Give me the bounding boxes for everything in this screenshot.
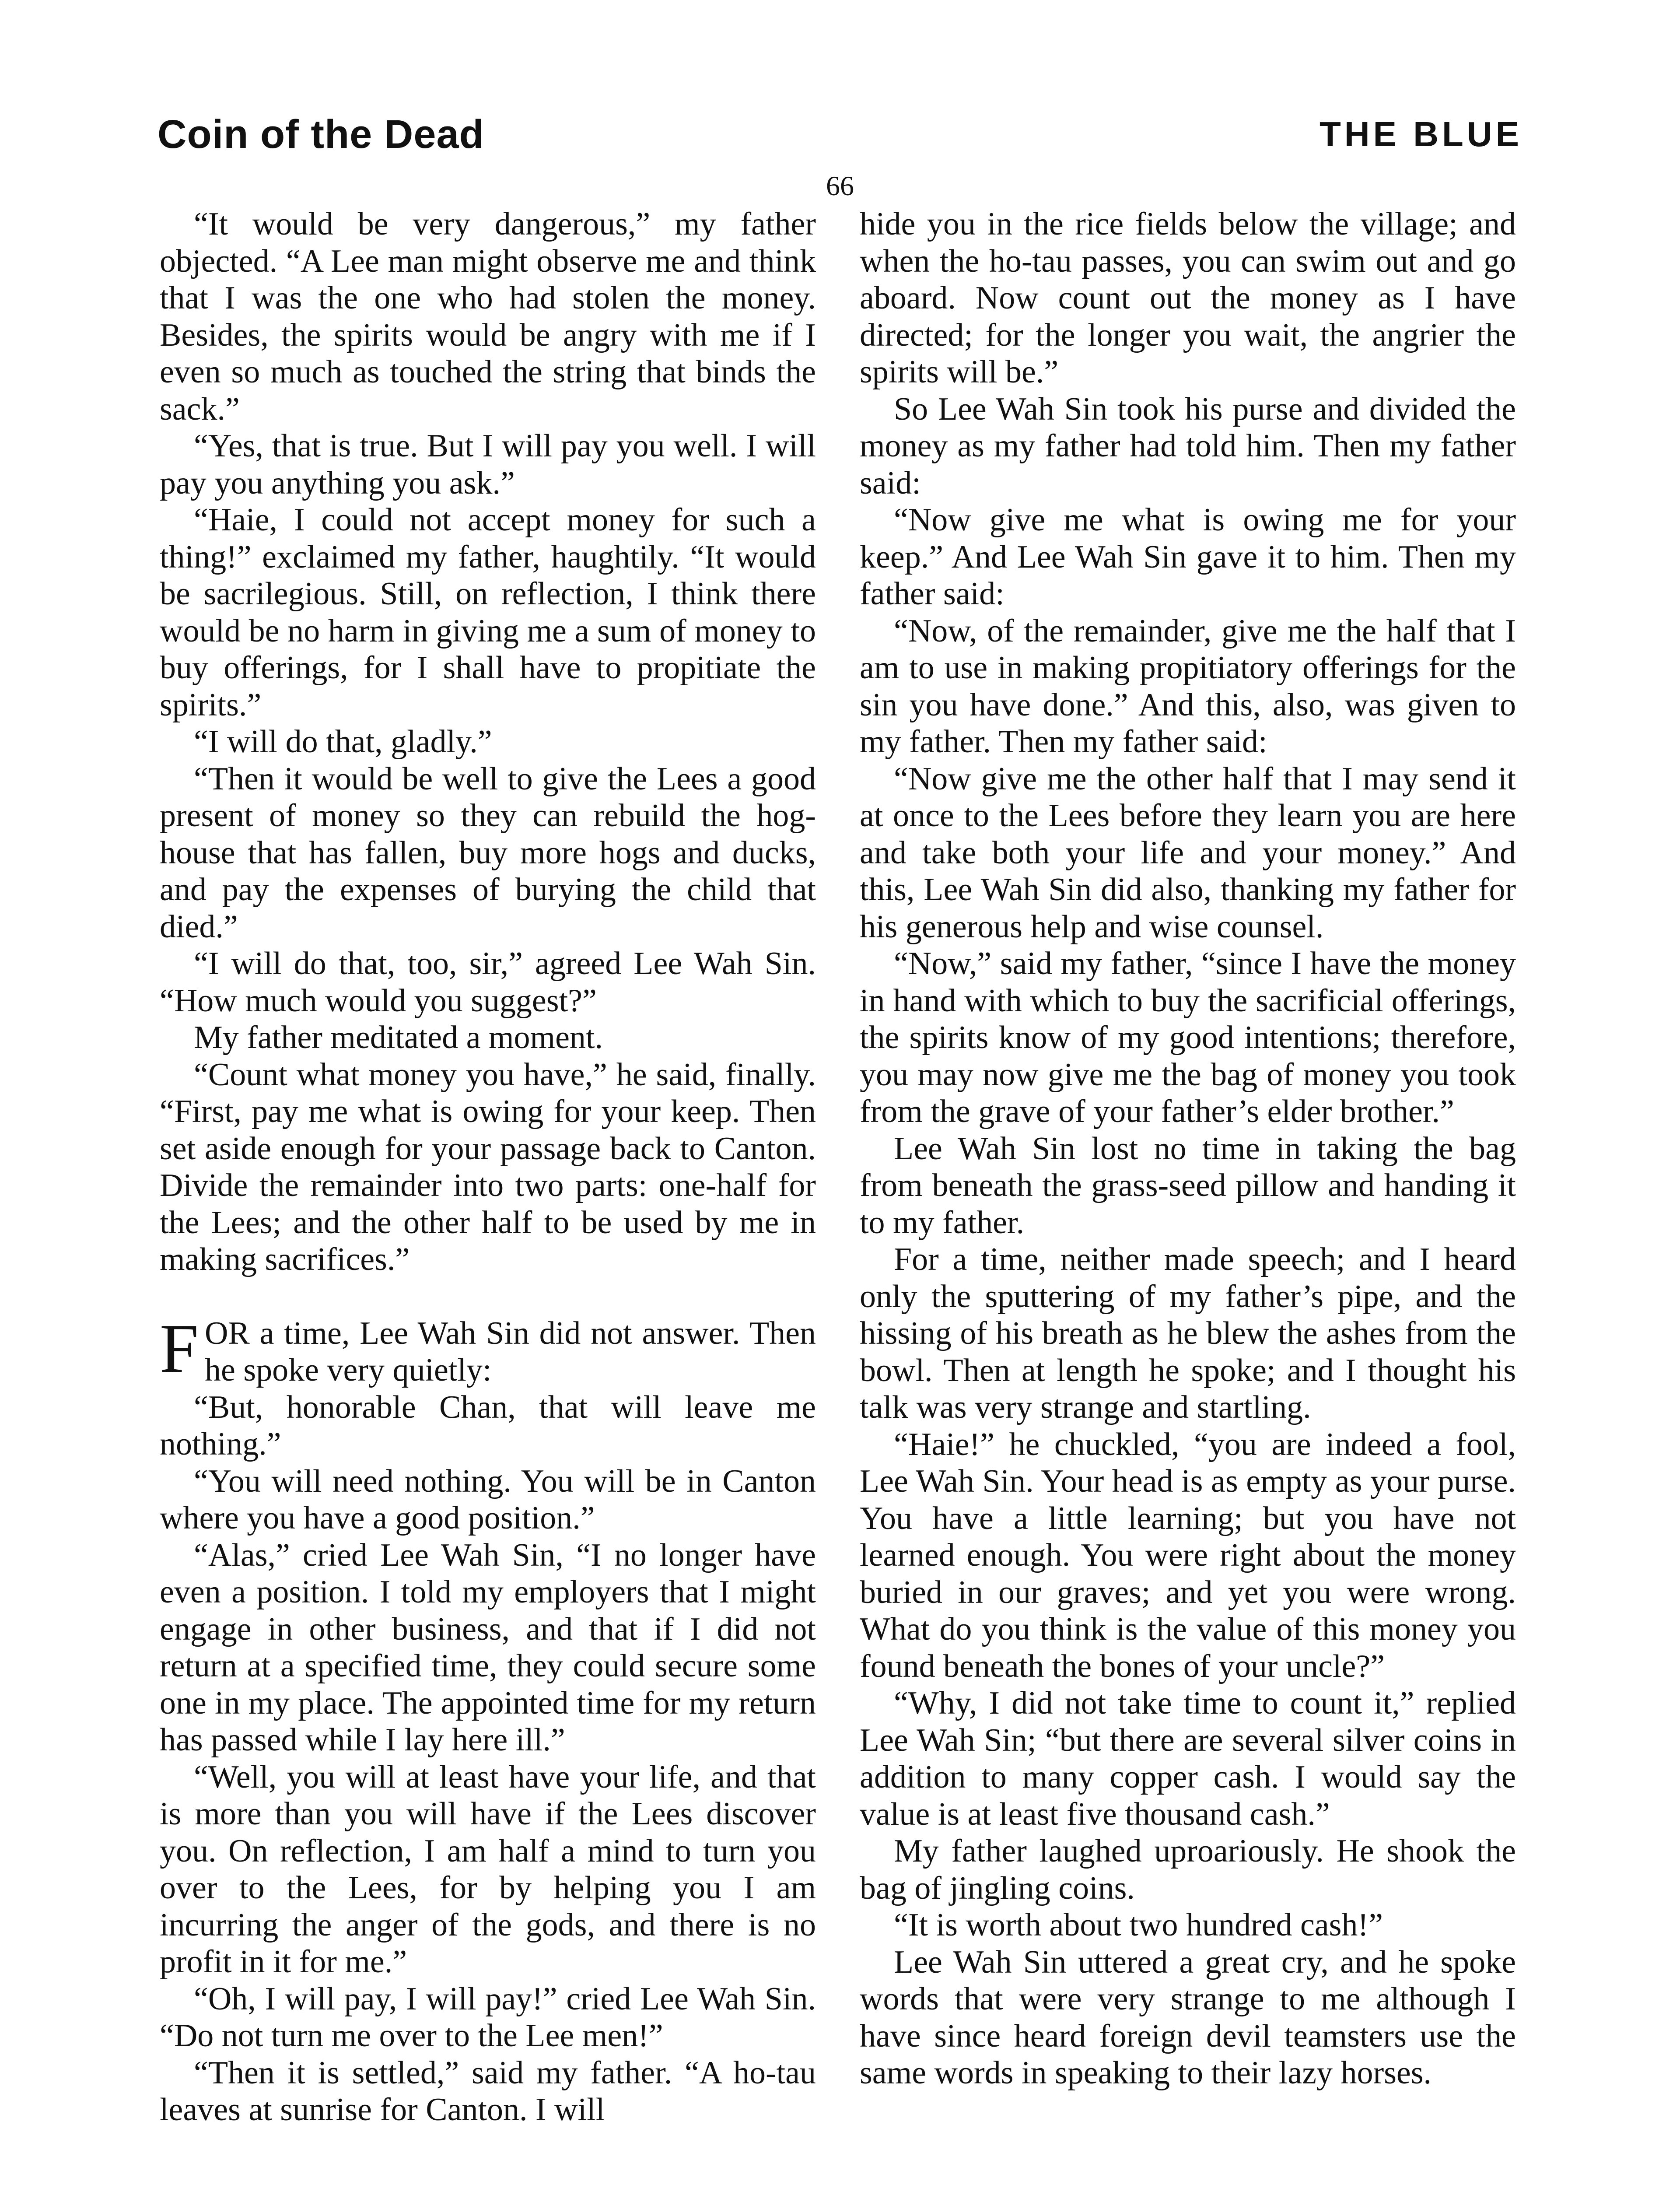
paragraph: “Well, you will at least have your life, and that is more than you will have if the Lees discover you. On reflection, I am half a mind to turn you over to the Lees, for by helping you I am incurring the anger of the gods, and there is no profit in it for me.” xyxy=(160,1759,816,1980)
right-column xyxy=(860,206,1516,2092)
paragraph: “Now, of the remainder, give me the half that I am to use in making propitiatory offerings for the sin you have done.” And this, also, was given to my father. Then my father said: xyxy=(860,613,1516,760)
paragraph: My father meditated a moment. xyxy=(194,1020,603,1055)
paragraph: “Then it is settled,” said my father. “A ho-tau leaves at sunrise for Canton. I will xyxy=(160,2055,816,2128)
paragraph: “You will need nothing. You will be in Canton where you have a good position.” xyxy=(160,1463,816,1536)
paragraph-continued: hide you in the rice fields below the village; and when the ho-tau passes, you can swim out and go aboard. Now count out the money as I have directed; for the longer you wait, the angrier the spirits will be.” xyxy=(860,206,1516,390)
drop-cap: F xyxy=(160,1309,199,1387)
paragraph: “Oh, I will pay, I will pay!” cried Lee Wah Sin. “Do not turn me over to the Lee men!” xyxy=(160,1981,816,2054)
paragraph: “Haie, I could not accept money for such a thing!” exclaimed my father, haughtily. “It would be sacrilegious. Still, on reflection, I think there would be no harm in giving me a sum of money to buy offerings, for I shall have to propitiate the spirits.” xyxy=(160,502,816,723)
story-title: Coin of the Dead xyxy=(158,112,484,157)
paragraph: “Alas,” cried Lee Wah Sin, “I no longer have even a position. I told my employers that I might engage in other business, and that if I did not return at a specified time, they could secure some one in my place. The appointed time for my return has passed while I lay here ill.” xyxy=(160,1537,816,1758)
magazine-name: THE BLUE xyxy=(1320,115,1522,154)
paragraph: “I will do that, gladly.” xyxy=(194,724,492,760)
paragraph: “It would be very dangerous,” my father objected. “A Lee man might observe me and think that I was the one who had stolen the money. Besides, the spirits would be angry with me if I even so much as touched the string that binds the sack.” xyxy=(160,206,816,427)
paragraph: “Why, I did not take time to count it,” replied Lee Wah Sin; “but there are several silver coins in addition to many copper cash. I would say the value is at least five thousand cash.” xyxy=(860,1685,1516,1832)
paragraph: Lee Wah Sin uttered a great cry, and he spoke words that were very strange to me although I have since heard foreign devil teamsters use the same words in speaking to their lazy horses. xyxy=(860,1944,1516,2091)
left-column xyxy=(160,206,816,2128)
paragraph: For a time, neither made speech; and I heard only the sputtering of my father’s pipe, and the hissing of his breath as he blew the ashes from the bowl. Then at length he spoke; and I thought his talk was very strange and startling. xyxy=(860,1241,1516,1425)
section-start-paragraph xyxy=(160,1309,816,1389)
paragraph-text: OR a time, Lee Wah Sin did not answer. Then he spoke very quietly: xyxy=(204,1315,816,1388)
paragraph: “Then it would be well to give the Lees a good present of money so they can rebuild the hog-house that has fallen, buy more hogs and ducks, and pay the expenses of burying the child that died.” xyxy=(160,761,816,945)
page-number: 66 xyxy=(826,170,854,201)
paragraph: My father laughed uproariously. He shook the bag of jingling coins. xyxy=(860,1833,1516,1906)
paragraph: Lee Wah Sin lost no time in taking the bag from beneath the grass-seed pillow and handing it to my father. xyxy=(860,1130,1516,1241)
page-header xyxy=(158,112,1522,168)
paragraph: So Lee Wah Sin took his purse and divided the money as my father had told him. Then my father said: xyxy=(860,391,1516,501)
paragraph: “Count what money you have,” he said, finally. “First, pay me what is owing for your keep. Then set aside enough for your passage back to Canton. Divide the remainder into two parts: one-half for the Lees; and the other half to be used by me in making sacrifices.” xyxy=(160,1056,816,1277)
paragraph: “Yes, that is true. But I will pay you well. I will pay you anything you ask.” xyxy=(160,428,816,501)
paragraph: “It is worth about two hundred cash!” xyxy=(894,1907,1383,1943)
paragraph: “Now give me what is owing me for your keep.” And Lee Wah Sin gave it to him. Then my father said: xyxy=(860,502,1516,612)
paragraph: “Now give me the other half that I may send it at once to the Lees before they learn you are here and take both your life and your money.” And this, Lee Wah Sin did also, thanking my father for his generous help and wise counsel. xyxy=(860,761,1516,945)
paragraph: “Haie!” he chuckled, “you are indeed a fool, Lee Wah Sin. Your head is as empty as your purse. You have a little learning; but you have not learned enough. You were right about the money buried in our graves; and yet you were wrong. What do you think is the value of this money you found beneath the bones of your uncle?” xyxy=(860,1426,1516,1684)
paragraph: “But, honorable Chan, that will leave me nothing.” xyxy=(160,1389,816,1462)
paragraph: “I will do that, too, sir,” agreed Lee Wah Sin. “How much would you suggest?” xyxy=(160,946,816,1019)
paragraph: “Now,” said my father, “since I have the money in hand with which to buy the sacrificial offerings, the spirits know of my good intentions; therefore, you may now give me the bag of money you took from the grave of your father’s elder brother.” xyxy=(860,946,1516,1129)
